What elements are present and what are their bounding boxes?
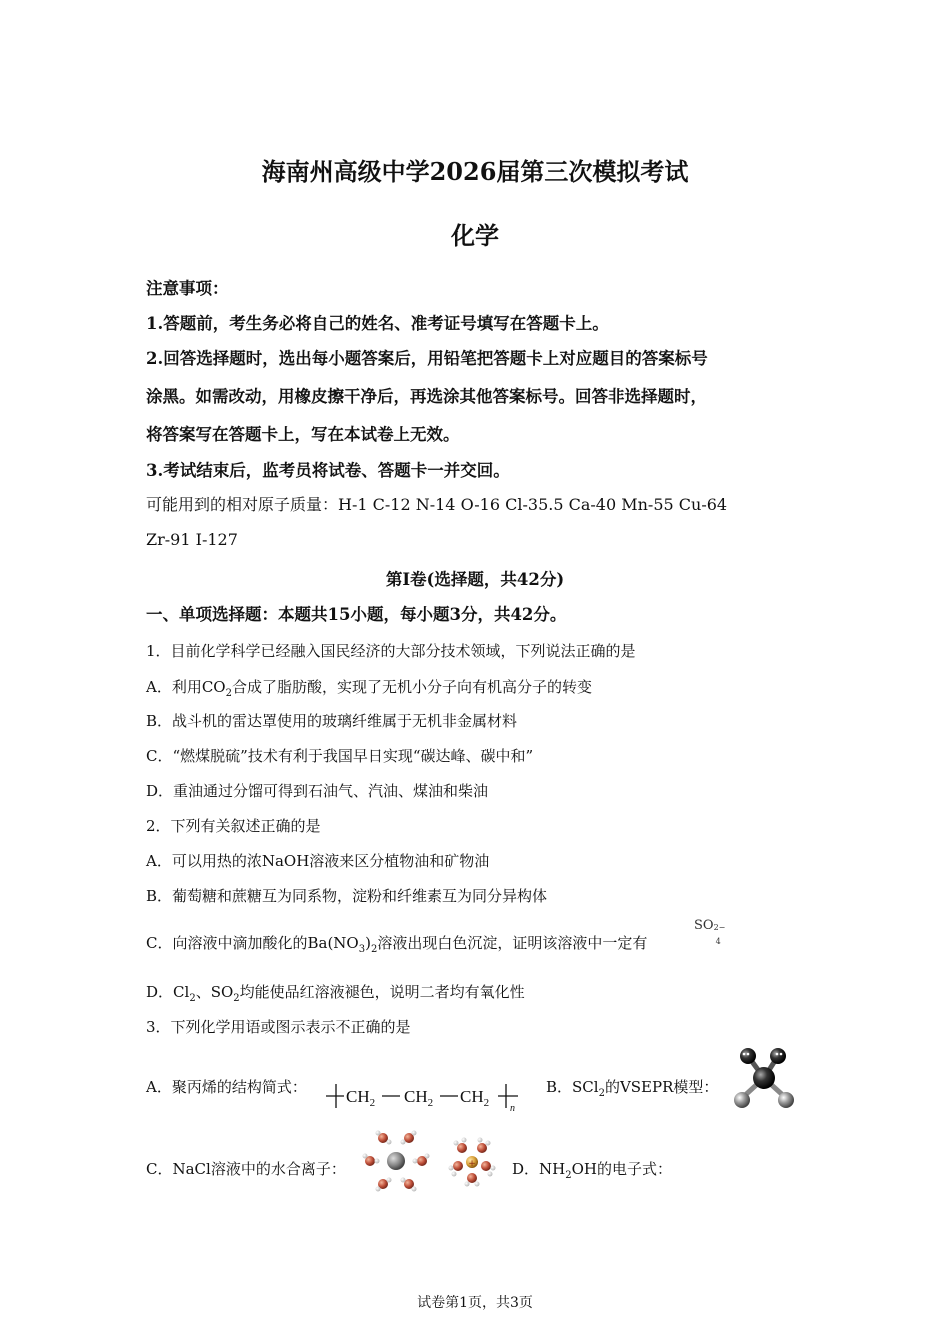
hydrated-cation bbox=[449, 1138, 496, 1187]
q3-option-b-label: B．SCl$_2$的VSEPR模型： bbox=[546, 1078, 719, 1099]
page-footer: 试卷第1页，共3页 bbox=[417, 1295, 533, 1311]
atomic-masses-line-2: Zr-91 I-127 bbox=[146, 530, 238, 549]
monomer-ch-1: $CH_2$ bbox=[346, 1087, 376, 1109]
q2-option-a: A．可以用热的浓NaOH溶液来区分植物油和矿物油 bbox=[146, 852, 490, 870]
monomer-ch-3: $CH_2$ bbox=[460, 1087, 490, 1109]
note-1: 1.答题前，考生务必将自己的姓名、准考证号填写在答题卡上。 bbox=[146, 314, 609, 333]
q3-option-d-label: D．$NH_2OH$的电子式： bbox=[512, 1160, 672, 1181]
q1-stem: 1．目前化学科学已经融入国民经济的大部分技术领域，下列说法正确的是 bbox=[146, 642, 636, 660]
monomer-ch-2: $CH_2$ bbox=[404, 1087, 434, 1109]
q2-option-d: D．$Cl_2$、$SO_2$均能使品红溶液褪色，说明二者均有氧化性 bbox=[146, 983, 525, 1004]
q1-option-d: D．重油通过分馏可得到石油气、汽油、煤油和柴油 bbox=[146, 782, 489, 800]
note-3: 3.考试结束后，监考员将试卷、答题卡一并交回。 bbox=[146, 461, 510, 480]
exam-title: 海南州高级中学2026届第三次模拟考试 bbox=[261, 157, 689, 186]
q3-option-a-label: A．聚丙烯的结构简式： bbox=[146, 1078, 307, 1096]
hydrated-ions-image bbox=[356, 1128, 506, 1196]
subject-title: 化学 bbox=[451, 221, 499, 250]
note-2-line-2: 涂黑。如需改动，用橡皮擦干净后，再选涂其他答案标号。回答非选择题时， bbox=[146, 387, 707, 406]
q2-option-c: C．向溶液中滴加酸化的$Ba(NO_3)_2$溶液出现白色沉淀，证明该溶液中一定有 bbox=[146, 934, 648, 955]
q3-stem: 3．下列化学用语或图示表示不正确的是 bbox=[146, 1018, 411, 1036]
q1-option-b: B．战斗机的雷达罩使用的玻璃纤维属于无机非金属材料 bbox=[146, 712, 518, 730]
q1-option-c: C．“燃煤脱硫”技术有利于我国早日实现“碳达峰、碳中和” bbox=[146, 747, 534, 765]
note-2-line-3: 将答案写在答题卡上，写在本试卷上无效。 bbox=[146, 425, 460, 444]
notes-heading: 注意事项： bbox=[146, 279, 229, 298]
part1-heading: 第Ⅰ卷(选择题，共42分) bbox=[385, 570, 565, 589]
sulfate-ion: SO 2− 4 bbox=[694, 918, 726, 946]
atomic-masses-line-1: 可能用到的相对原子质量：H-1 C-12 N-14 O-16 Cl-35.5 Ca-40 Mn-55 Cu-64 bbox=[146, 495, 728, 514]
polymer-n: n bbox=[510, 1103, 515, 1114]
section-heading: 一、单项选择题：本题共15小题，每小题3分，共42分。 bbox=[146, 605, 567, 624]
q2-stem: 2．下列有关叙述正确的是 bbox=[146, 817, 321, 835]
svg-text:+: + bbox=[468, 1159, 476, 1169]
q3-option-c-label: C．NaCl溶液中的水合离子： bbox=[146, 1160, 346, 1178]
note-2-line-1: 2.回答选择题时，选出每小题答案后，用铅笔把答题卡上对应题目的答案标号 bbox=[146, 349, 708, 368]
vsepr-model-image bbox=[728, 1044, 798, 1112]
hydrated-anion bbox=[363, 1131, 430, 1192]
polymer-structure bbox=[322, 1080, 527, 1114]
q2-option-b: B．葡萄糖和蔗糖互为同系物，淀粉和纤维素互为同分异构体 bbox=[146, 887, 548, 905]
q1-option-a: A．利用$CO_2$合成了脂肪酸，实现了无机小分子向有机高分子的转变 bbox=[146, 678, 592, 699]
